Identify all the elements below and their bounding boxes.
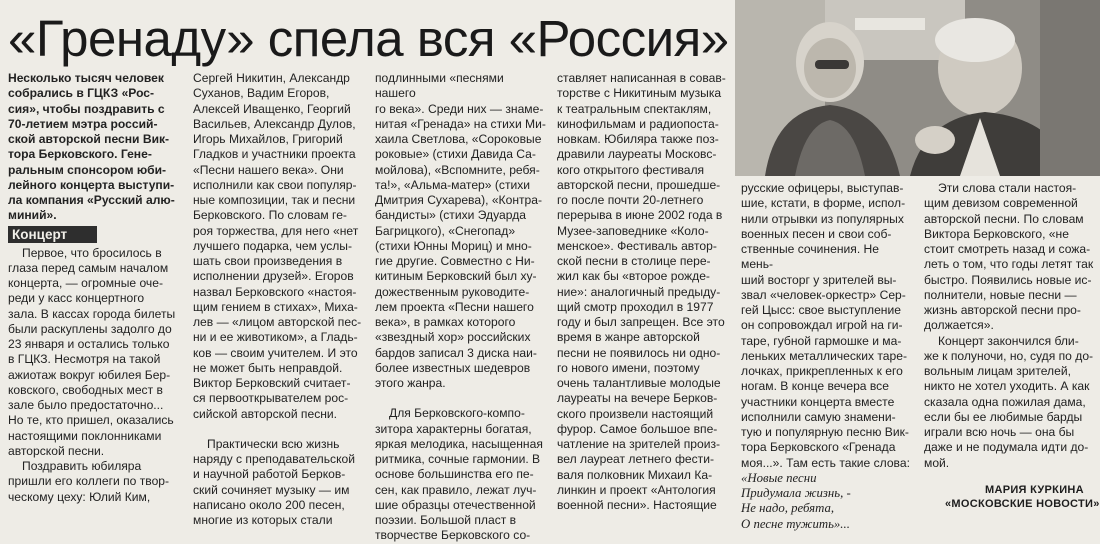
verse-line: Придумала жизнь, -: [741, 486, 851, 500]
text-line: исполнении друзей». Егоров: [193, 269, 354, 284]
text-line: новкам. Юбиляра также поз-: [557, 132, 719, 146]
text-line: ший восторг у зрителей вы-: [741, 272, 897, 287]
text-line: зале было предостаточно...: [8, 398, 164, 412]
text-line: ственные сочинения. Не мень-: [741, 242, 880, 272]
text-line: Несколько тысяч человек: [8, 71, 164, 85]
text-line: творчестве Берковского со-: [375, 528, 531, 543]
text-line: валя полковник Михаил Ка-: [557, 467, 713, 482]
text-line: чатление на зрителей произ-: [557, 437, 721, 451]
text-line: шие образцы отечественной: [375, 497, 536, 512]
text-line: тую и популярную песню Вик-: [741, 425, 909, 439]
text-line: фурор. Самое большое впе-: [557, 421, 718, 436]
text-line: сийской авторской песни.: [193, 406, 338, 421]
text-line: хаила Светлова, «Сороковые: [375, 132, 542, 146]
text-line: вольным лицам зрителей,: [924, 364, 1071, 378]
text-line: века», в рамках которого: [375, 315, 516, 329]
text-line: [375, 391, 547, 406]
lede-paragraph: [8, 71, 176, 224]
article-photo: [735, 0, 1100, 176]
text-line: назвал Берковского «настоя-: [193, 284, 357, 299]
text-line: ся первооткрывателем рос-: [193, 391, 349, 406]
text-line: моя...». Там есть такие слова:: [741, 455, 910, 470]
text-line: Практически всю жизнь: [207, 436, 340, 451]
text-line: ской песни в столице пере-: [557, 254, 711, 268]
text-line: Поздравить юбиляра: [22, 459, 142, 473]
verse-line: Не надо, ребята,: [741, 501, 835, 516]
text-line: Багрицкого), «Снегопад»: [375, 223, 516, 238]
text-line: многие из которых стали: [193, 513, 333, 527]
text-line: более известных шедевров: [375, 360, 531, 375]
text-line: Сергей Никитин, Александр: [193, 71, 350, 85]
text-line: 70-летием мэтра россий-: [8, 116, 158, 131]
text-line: жил как бы «второе рожде-: [557, 269, 710, 284]
text-line: зитора характерны богатая,: [375, 421, 532, 436]
text-line: леть о том, что годы летят так: [924, 257, 1094, 272]
text-line: играли всю ночь — она бы: [924, 425, 1075, 439]
text-line: гие другие. Совместно с Ни-: [375, 254, 535, 268]
text-line: исполнили как свои популяр-: [193, 177, 357, 192]
text-line: го нового имени, поэтому: [557, 360, 700, 375]
text-line: ковского, свободных мест в: [8, 382, 163, 397]
text-line: го после почти 20-летнего: [557, 193, 704, 207]
text-line: в ГЦКЗ. Несмотря на такой: [8, 352, 161, 367]
text-line: ажиотаж вокруг юбилея Бер-: [8, 367, 171, 382]
text-line: китиным Берковский был ху-: [375, 269, 537, 284]
column-5: [741, 181, 913, 532]
text-line: году и был запрещен. Все это: [557, 315, 725, 329]
text-line: ритмика, сочные гармонии. В: [375, 452, 541, 466]
byline-source: «МОСКОВСКИЕ НОВОСТИ»: [945, 498, 1100, 510]
text-line: лочках, прикрепленных к его: [741, 364, 903, 378]
text-line: время в жанре авторской: [557, 330, 700, 345]
text-line: ральным спонсором юби-: [8, 162, 167, 177]
text-line: Игорь Михайлов, Григорий: [193, 132, 343, 146]
text-line: 23 января и остались только: [8, 337, 170, 351]
text-line: русские офицеры, выступав-: [741, 181, 904, 195]
text-line: Васильев, Александр Дулов,: [193, 116, 356, 131]
text-line: Виктора Берковского, «не: [924, 226, 1069, 241]
text-line: ные композиции, так и песни: [193, 193, 356, 207]
text-line: не может быть неправдой.: [193, 360, 343, 375]
verse-line: «Новые песни: [741, 470, 817, 485]
text-line: звал «человек-оркестр» Сер-: [741, 287, 906, 302]
text-line: [193, 422, 365, 437]
text-line: концерта, — огромные оче-: [8, 276, 163, 290]
body-paragraph: [8, 246, 176, 505]
text-line: авторской песни. По словам: [924, 211, 1084, 226]
subheading: Концерт: [8, 226, 97, 243]
text-line: участники концерта вместе: [741, 394, 895, 409]
text-line: лучшего подарка, чем услы-: [193, 238, 353, 253]
text-line: собрались в ГЦКЗ «Рос-: [8, 86, 155, 101]
text-line: лев — «лицом авторской пес-: [193, 315, 362, 329]
text-line: Концерт закончился бли-: [938, 333, 1079, 348]
text-line: авторской песни, прошедше-: [557, 177, 721, 192]
text-line: дожественным руководите-: [375, 284, 530, 299]
text-line: та!», «Альма-матер» (стихи: [375, 177, 531, 192]
text-line: Но те, кто пришел, оказались: [8, 413, 174, 428]
text-line: «звездный хор» российских: [375, 330, 531, 345]
text-line: шие, кстати, в форме, испол-: [741, 196, 906, 211]
text-line: бардов записал 3 диска наи-: [375, 345, 537, 360]
text-line: дравили лауреаты Московс-: [557, 147, 717, 162]
text-line: ла компания «Русский алю-: [8, 193, 175, 207]
text-line: лем проекта «Песни нашего: [375, 299, 534, 314]
text-line: авторской песни.: [8, 443, 105, 458]
text-line: военных песен и свои соб-: [741, 226, 892, 241]
text-line: основе большинства его пе-: [375, 467, 534, 482]
text-line: Первое, что бросилось в: [22, 245, 162, 260]
text-line: мой.: [924, 455, 950, 470]
text-line: Виктор Берковский считает-: [193, 376, 351, 390]
text-line: поэзии. Большой пласт в: [375, 513, 517, 527]
text-line: гей Цысс: свое выступление: [741, 303, 901, 317]
text-line: ков — своим учителем. И это: [193, 345, 358, 360]
text-line: Эти слова стали настоя-: [938, 181, 1077, 195]
text-line: щим девизом современной: [924, 196, 1078, 211]
text-line: ни и ее животиком», а Гладь-: [193, 330, 358, 345]
text-line: ногам. В конце вечера все: [741, 379, 889, 394]
text-line: быстро. Появились новые ис-: [924, 272, 1092, 287]
text-line: тора Берковского «Гренада: [741, 440, 896, 455]
text-line: шать свои произведения в: [193, 254, 343, 268]
text-line: торстве с Никитиным музыка: [557, 86, 722, 101]
text-line: были раскуплены задолго до: [8, 321, 172, 336]
column-3: [375, 71, 547, 544]
text-line: Дмитрия Сухарева), «Контра-: [375, 193, 543, 207]
text-line: реди у касс концертного: [8, 291, 145, 306]
text-line: Музее-заповеднике «Коло-: [557, 223, 709, 238]
text-line: зала. В кассах города билеты: [8, 306, 176, 321]
text-line: наряду с преподавательской: [193, 452, 355, 466]
text-line: никто не хотел уходить. А как: [924, 379, 1090, 394]
text-line: «Песни нашего века». Они: [193, 162, 344, 177]
text-line: очень талантливые молодые: [557, 376, 721, 390]
text-line: ческому цеху: Юлий Ким,: [8, 489, 151, 504]
text-line: жизнь авторской песни про-: [924, 303, 1081, 317]
text-line: и научной работой Берков-: [193, 467, 346, 482]
text-line: же к полуночи, но, судя по до-: [924, 348, 1094, 363]
column-4: [557, 71, 729, 513]
text-line: Суханов, Вадим Егоров,: [193, 86, 330, 101]
verse-line: О песне тужить»...: [741, 516, 850, 531]
text-line: даже и не подумала идти до-: [924, 440, 1089, 455]
text-line: он сопровождал игрой на ги-: [741, 318, 903, 333]
text-line: кого открытого фестиваля: [557, 162, 705, 177]
text-line: тора Берковского. Гене-: [8, 147, 152, 162]
text-line: бандисты» (стихи Эдуарда: [375, 208, 526, 223]
text-line: роя торжества, для него «нет: [193, 223, 359, 238]
byline-author: МАРИЯ КУРКИНА: [985, 484, 1084, 496]
text-line: леньких металлических таре-: [741, 348, 907, 363]
text-line: яркая мелодика, насыщенная: [375, 436, 543, 451]
text-line: го века». Среди них — знаме-: [375, 101, 544, 116]
text-line: ский сочиняет музыку — им: [193, 482, 350, 497]
text-line: к театральным спектаклям,: [557, 101, 712, 116]
text-line: пришли его коллеги по твор-: [8, 474, 170, 489]
text-line: Берковского. По словам ге-: [193, 208, 347, 223]
column-1: [8, 71, 176, 505]
text-line: ской авторской песни Вик-: [8, 132, 170, 146]
text-line: ского произвели настоящий: [557, 406, 714, 421]
text-line: таре, губной гармошке и ма-: [741, 333, 902, 348]
text-line: этого жанра.: [375, 376, 446, 390]
text-line: менское». Фестиваль автор-: [557, 238, 717, 253]
text-line: стоит смотреть назад и сожа-: [924, 242, 1091, 256]
text-line: нитая «Гренада» на стихи Ми-: [375, 116, 546, 131]
text-line: написано около 200 песен,: [193, 497, 345, 512]
text-line: кинофильмам и радиопоста-: [557, 116, 719, 131]
text-line: должается».: [924, 318, 994, 333]
song-verse: [741, 471, 913, 532]
text-line: полнители, новые песни —: [924, 287, 1077, 302]
text-line: щим гением в стихах», Миха-: [193, 299, 358, 314]
text-line: сия», чтобы поздравить с: [8, 101, 165, 116]
text-line: песни не появилось ни одно-: [557, 345, 721, 360]
text-line: миний».: [8, 208, 57, 223]
text-line: ставляет написанная в совав-: [557, 71, 726, 85]
text-line: сен, как правило, лежат луч-: [375, 482, 537, 497]
text-line: сказала одна пожилая дама,: [924, 394, 1086, 409]
text-line: Для Берковского-компо-: [389, 406, 525, 421]
text-line: мойлова), «Вспомните, ребя-: [375, 162, 540, 177]
text-line: глаза перед самым началом: [8, 260, 169, 275]
text-line: нили отрывки из популярных: [741, 211, 904, 226]
text-line: лауреаты на вечере Берков-: [557, 391, 718, 406]
text-line: военной песни». Настоящие: [557, 498, 717, 512]
text-line: настоящими поклонниками: [8, 428, 162, 443]
column-2: [193, 71, 365, 528]
text-line: лейного концерта выступи-: [8, 177, 175, 192]
text-line: ние»: аналогичный предыду-: [557, 284, 721, 299]
text-line: подлинными «песнями нашего: [375, 71, 504, 101]
text-line: линкин и проект «Антология: [557, 482, 716, 497]
text-line: Алексей Иващенко, Георгий: [193, 101, 351, 116]
text-line: исполнили самую знамени-: [741, 409, 896, 424]
text-line: если бы ее любимые барды: [924, 409, 1083, 424]
text-line: Гладков и участники проекта: [193, 147, 356, 162]
text-line: перерыва в июне 2002 года в: [557, 208, 723, 223]
text-line: роковые» (стихи Давида Са-: [375, 147, 536, 162]
column-6: [924, 181, 1094, 471]
text-line: (стихи Юнны Мориц) и мно-: [375, 238, 532, 253]
text-line: вел лауреат летнего фести-: [557, 452, 714, 467]
photo-two-men-icon: [735, 0, 1100, 176]
text-line: щий смотр проходил в 1977: [557, 299, 714, 314]
headline: «Гренаду» спела вся «Россия»: [8, 10, 729, 67]
